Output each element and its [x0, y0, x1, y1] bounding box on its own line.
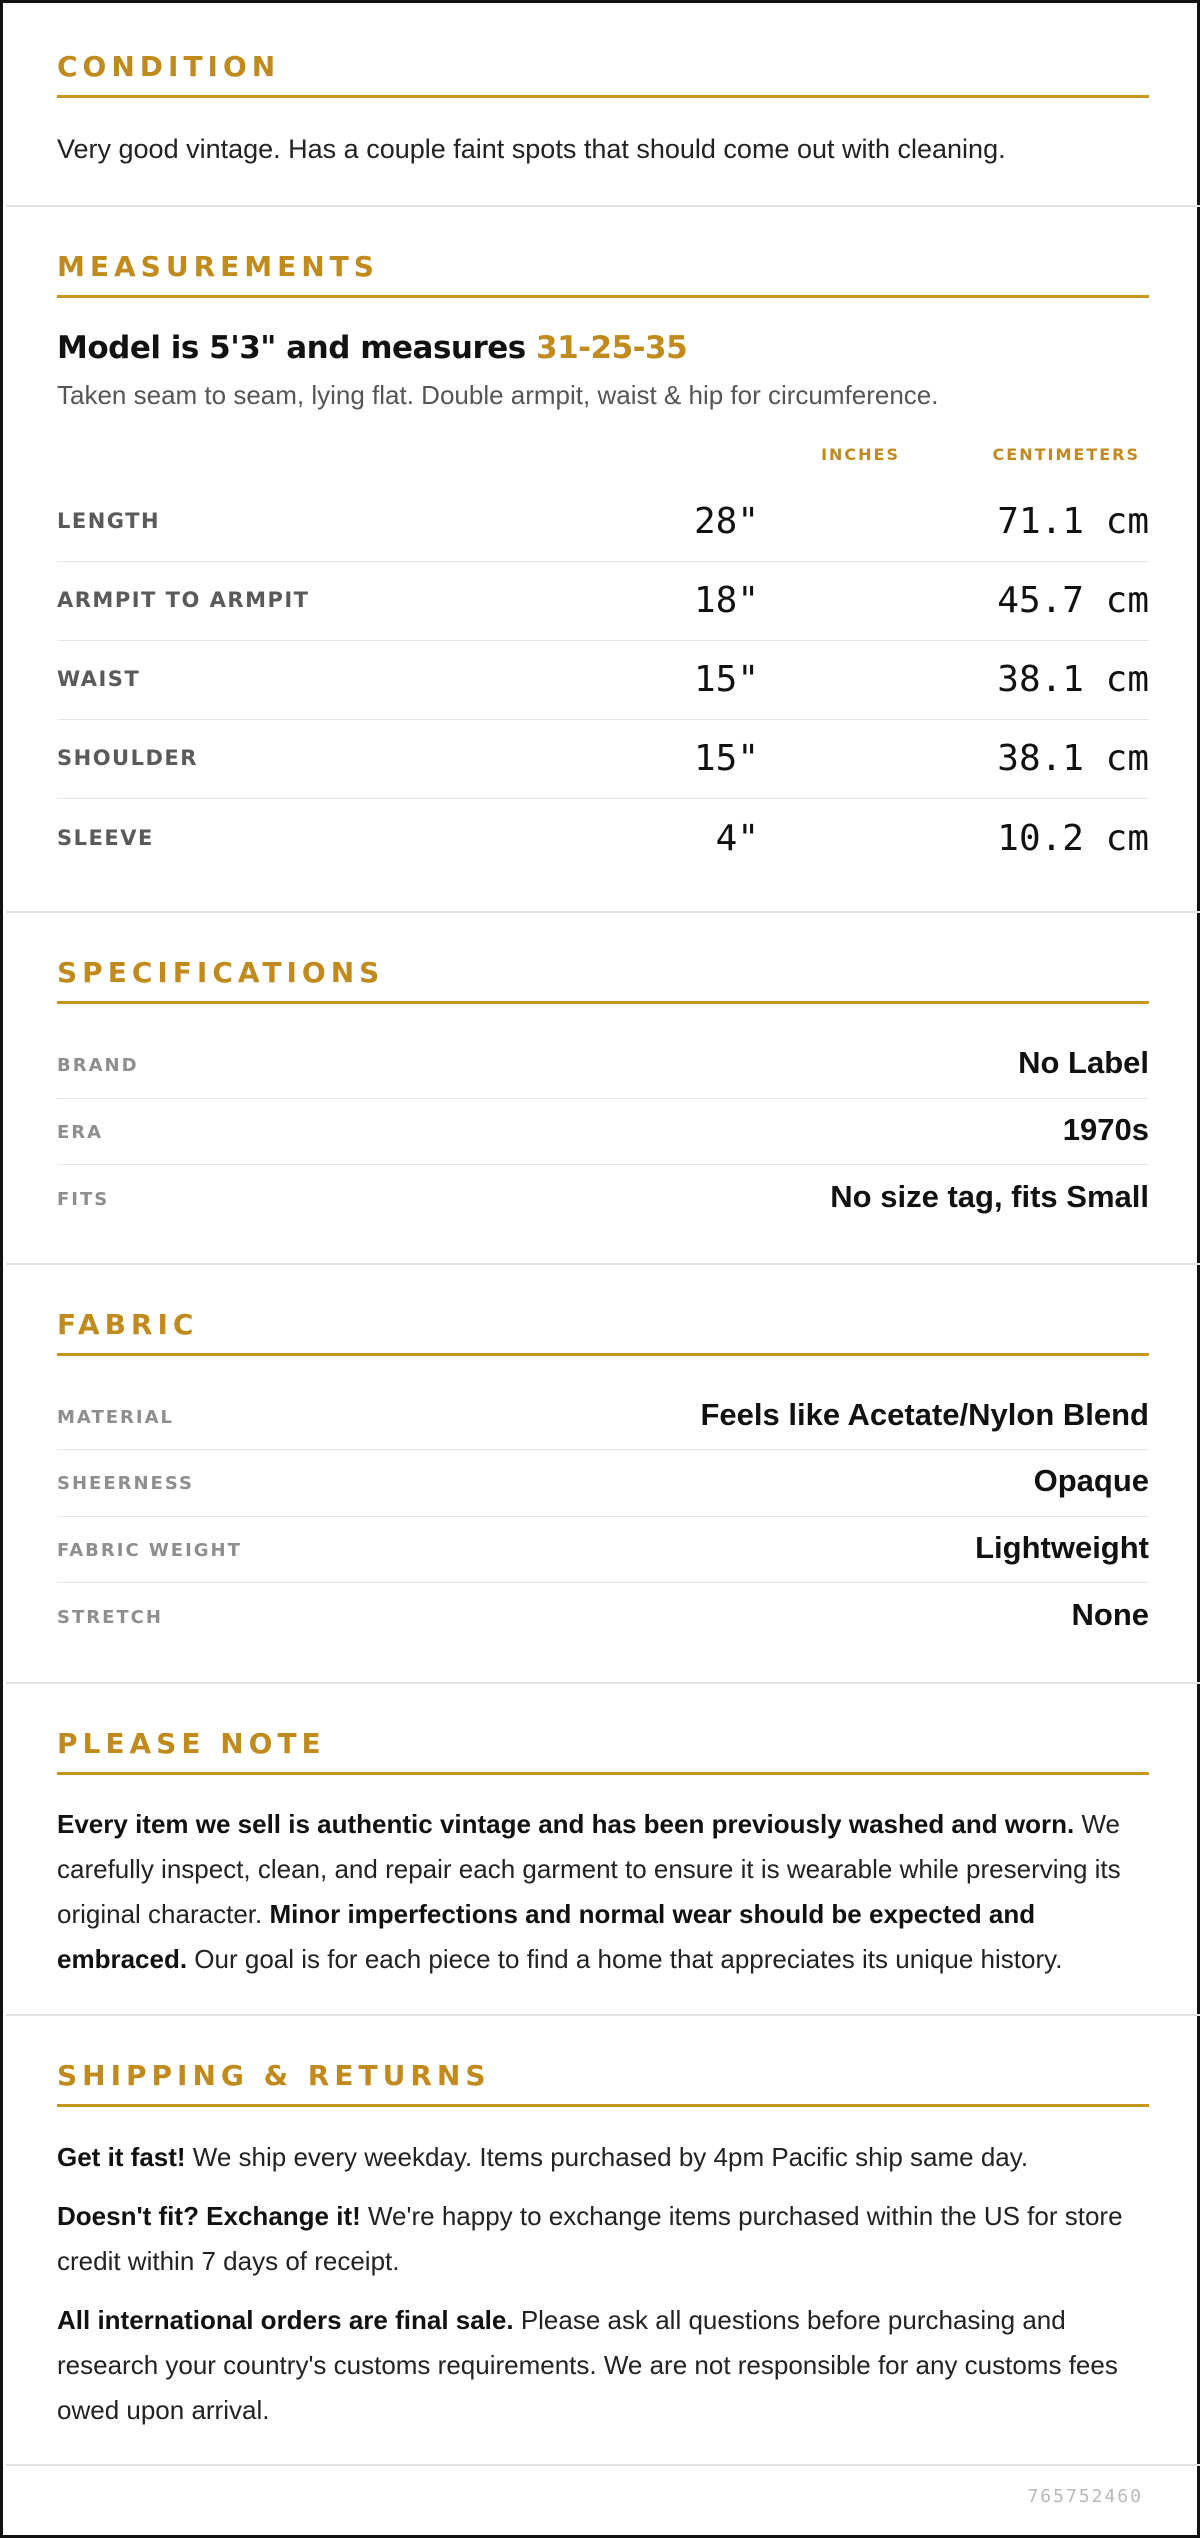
- sku-number: 765752460: [1027, 2486, 1143, 2507]
- spec-row-era: [57, 1100, 1149, 1166]
- fabric-row-material: [57, 1385, 1149, 1451]
- spec-label: BRAND: [57, 1055, 139, 1076]
- row-divider: [57, 1098, 1149, 1099]
- measurements-rule: [57, 295, 1149, 298]
- note-text-1: We carefully inspect, clean, and repair each garment to ensure it is wearable while preserving its original character.: [57, 1809, 1121, 1929]
- please-note-text: [57, 1802, 1149, 1982]
- spec-value: No size tag, fits Small: [830, 1179, 1149, 1214]
- fabric-label: STRETCH: [57, 1607, 163, 1628]
- section-divider: [6, 911, 1200, 913]
- fabric-label: FABRIC WEIGHT: [57, 1540, 242, 1561]
- measurement-inches: 15": [693, 738, 759, 779]
- condition-rule: [57, 95, 1149, 98]
- measurement-row-armpit: [57, 562, 1149, 641]
- specifications-heading: SPECIFICATIONS: [57, 956, 385, 989]
- note-text-2: Our goal is for each piece to find a home that appreciates its unique history.: [187, 1944, 1063, 1974]
- spec-label: ERA: [57, 1122, 104, 1143]
- please-note-heading: PLEASE NOTE: [57, 1727, 326, 1760]
- shipping-international-bold: All international orders are final sale.: [57, 2305, 514, 2335]
- spec-value: 1970s: [1062, 1112, 1149, 1147]
- measurement-label: ARMPIT TO ARMPIT: [57, 588, 310, 612]
- measurement-inches: 18": [693, 580, 759, 621]
- row-divider: [57, 1449, 1149, 1450]
- measurement-inches: 15": [693, 659, 759, 700]
- measurement-row-length: [57, 483, 1149, 562]
- spec-label: FITS: [57, 1189, 110, 1210]
- shipping-international-text: Please ask all questions before purchasing and research your country's customs requirements. We are not responsible for any customs fees owed upon arrival.: [57, 2305, 1118, 2425]
- measurement-row-sleeve: [57, 800, 1149, 879]
- measurement-label: WAIST: [57, 667, 141, 691]
- measurement-cm: 45.7 cm: [997, 580, 1149, 621]
- shipping-international: [57, 2298, 1149, 2433]
- shipping-fast-bold: Get it fast!: [57, 2142, 186, 2172]
- spec-row-brand: [57, 1033, 1149, 1099]
- fabric-value: Lightweight: [975, 1530, 1149, 1565]
- col-header-inches: INCHES: [821, 445, 900, 464]
- measurements-heading: MEASUREMENTS: [57, 250, 379, 283]
- note-bold-1: Every item we sell is authentic vintage and has been previously washed and worn.: [57, 1809, 1075, 1839]
- row-divider: [57, 1516, 1149, 1517]
- measurement-cm: 71.1 cm: [997, 501, 1149, 542]
- fabric-row-stretch: [57, 1585, 1149, 1651]
- shipping-heading: SHIPPING & RETURNS: [57, 2059, 491, 2092]
- measurement-inches: 28": [693, 501, 759, 542]
- measurement-row-waist: [57, 641, 1149, 720]
- fabric-heading: FABRIC: [57, 1308, 199, 1341]
- section-divider: [6, 1682, 1200, 1684]
- section-divider: [6, 205, 1200, 207]
- fabric-rule: [57, 1353, 1149, 1356]
- spec-row-fits: [57, 1167, 1149, 1233]
- fabric-value: None: [1071, 1597, 1149, 1632]
- section-divider: [6, 2464, 1200, 2466]
- model-height: Model is 5'3" and measures: [57, 330, 526, 366]
- fabric-value: Opaque: [1033, 1463, 1149, 1498]
- measurement-inches: 4": [715, 818, 759, 859]
- condition-heading: CONDITION: [57, 50, 281, 83]
- fabric-row-weight: [57, 1518, 1149, 1584]
- section-divider: [6, 1263, 1200, 1265]
- measurement-label: LENGTH: [57, 509, 161, 533]
- measurement-cm: 38.1 cm: [997, 659, 1149, 700]
- shipping-fast-text: We ship every weekday. Items purchased by 4pm Pacific ship same day.: [185, 2142, 1029, 2172]
- please-note-rule: [57, 1772, 1149, 1775]
- row-divider: [57, 798, 1149, 799]
- condition-text: Very good vintage. Has a couple faint spots that should come out with cleaning.: [57, 134, 1006, 164]
- shipping-exchange: [57, 2194, 1149, 2284]
- measurement-label: SHOULDER: [57, 746, 198, 770]
- fabric-label: MATERIAL: [57, 1407, 174, 1428]
- section-divider: [6, 2014, 1200, 2016]
- model-stats: 31-25-35: [536, 330, 688, 366]
- model-info: [57, 330, 687, 366]
- fabric-value: Feels like Acetate/Nylon Blend: [700, 1397, 1149, 1432]
- row-divider: [57, 1582, 1149, 1583]
- fabric-row-sheerness: [57, 1451, 1149, 1517]
- measurement-row-shoulder: [57, 720, 1149, 799]
- measurement-cm: 10.2 cm: [997, 818, 1149, 859]
- shipping-rule: [57, 2104, 1149, 2107]
- shipping-exchange-bold: Doesn't fit? Exchange it!: [57, 2201, 361, 2231]
- shipping-exchange-text: We're happy to exchange items purchased within the US for store credit within 7 days of receipt.: [57, 2201, 1123, 2276]
- shipping-fast: [57, 2135, 1149, 2180]
- spec-value: No Label: [1018, 1045, 1149, 1080]
- fabric-label: SHEERNESS: [57, 1473, 194, 1494]
- measurement-label: SLEEVE: [57, 826, 154, 850]
- col-header-centimeters: CENTIMETERS: [992, 445, 1140, 464]
- measurement-method-note: Taken seam to seam, lying flat. Double armpit, waist & hip for circumference.: [57, 380, 939, 410]
- row-divider: [57, 1164, 1149, 1165]
- note-bold-2: Minor imperfections and normal wear should be expected and embraced.: [57, 1899, 1036, 1974]
- specifications-rule: [57, 1001, 1149, 1004]
- measurement-cm: 38.1 cm: [997, 738, 1149, 779]
